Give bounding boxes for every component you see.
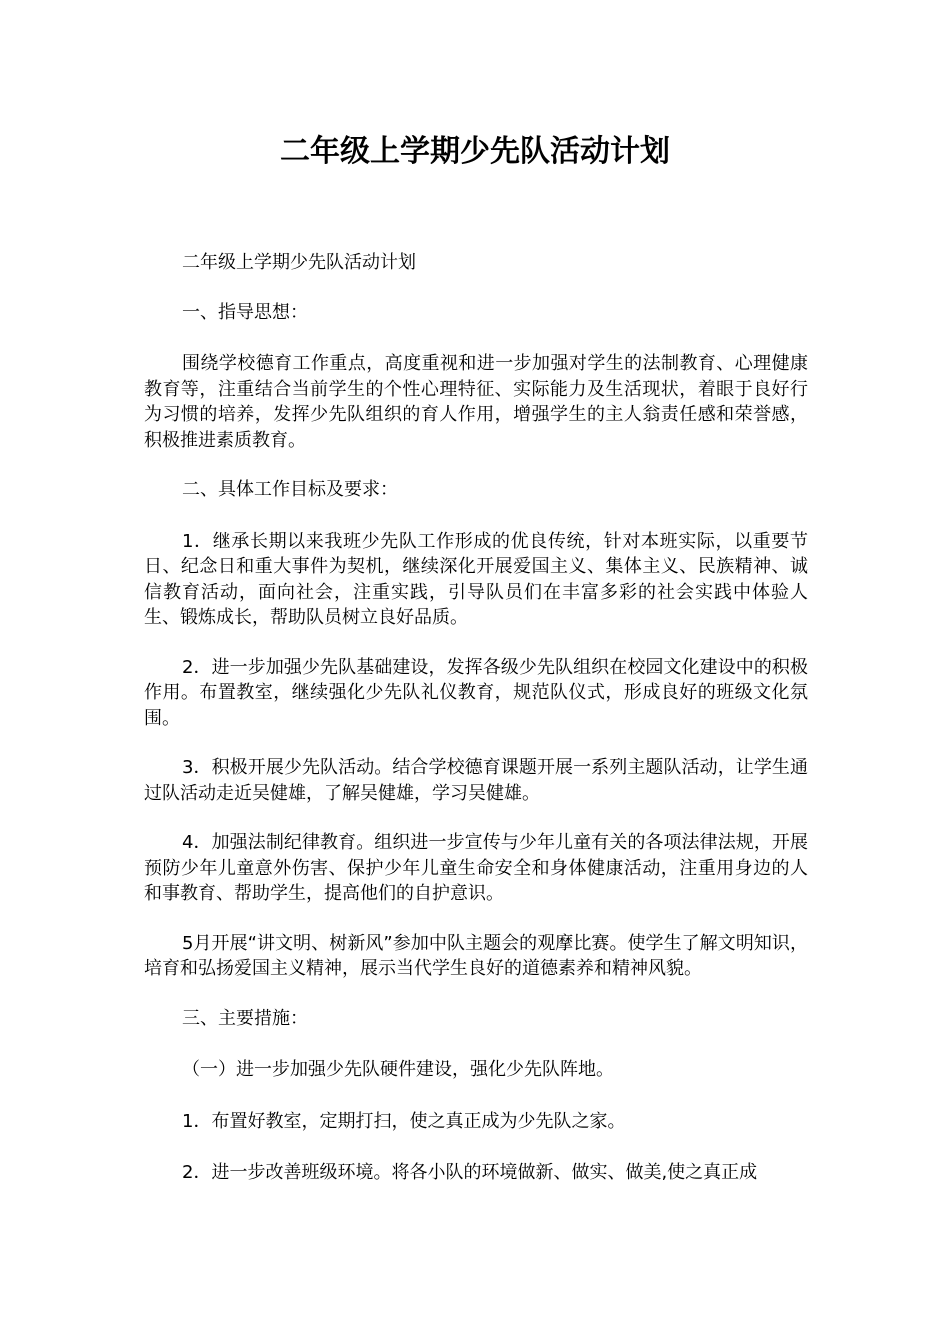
document-title: 二年级上学期少先队活动计划: [280, 134, 670, 169]
paragraph-goal-3: 3．积极开展少先队活动。结合学校德育课题开展一系列主题队活动，让学生通过队活动走近吴健雄，了解吴健雄，学习吴健雄。: [144, 757, 808, 804]
paragraph-subtitle: 二年级上学期少先队活动计划: [182, 252, 416, 273]
paragraph-goal-1: 1．继承长期以来我班少先队工作形成的优良传统，针对本班实际，以重要节日、纪念日和重大事件为契机，继续深化开展爱国主义、集体主义、民族精神、诚信教育活动，面向社会，注重实践，引导队员们在丰富多彩的社会实践中体验人生、锻炼成长，帮助队员树立良好品质。: [144, 530, 808, 628]
section-heading-guiding-ideology: 一、指导思想：: [182, 301, 308, 323]
section-heading-measures: 三、主要措施：: [182, 1007, 308, 1029]
subsection-heading-hardware: （一）进一步加强少先队硬件建设，强化少先队阵地。: [182, 1059, 614, 1080]
document-body: [144, 250, 808, 1210]
paragraph-measure-1: 1．布置好教室，定期打扫，使之真正成为少先队之家。: [182, 1110, 626, 1132]
paragraph-measure-2: 2．进一步改善班级环境。将各小队的环境做新、做实、做美,使之真正成: [182, 1162, 758, 1183]
paragraph-goal-4: 4．加强法制纪律教育。组织进一步宣传与少年儿童有关的各项法律法规，开展预防少年儿童意外伤害、保护少年儿童生命安全和身体健康活动，注重用身边的人和事教育、帮助学生，提高他们的自护意识。: [144, 832, 808, 904]
paragraph-guiding-ideology: 围绕学校德育工作重点，高度重视和进一步加强对学生的法制教育、心理健康教育等，注重结合当前学生的个性心理特征、实际能力及生活现状，着眼于良好行为习惯的培养，发挥少先队组织的育人作用，增强学生的主人翁责任感和荣誉感，积极推进素质教育。: [144, 353, 808, 451]
paragraph-goal-2: 2．进一步加强少先队基础建设，发挥各级少先队组织在校园文化建设中的积极作用。布置教室，继续强化少先队礼仪教育，规范队仪式，形成良好的班级文化氛围。: [144, 656, 808, 729]
paragraph-may-activity: 5月开展“讲文明、树新风”参加中队主题会的观摩比赛。使学生了解文明知识，培育和弘扬爱国主义精神，展示当代学生良好的道德素养和精神风貌。: [144, 932, 808, 979]
section-heading-goals: 二、具体工作目标及要求：: [182, 479, 398, 500]
